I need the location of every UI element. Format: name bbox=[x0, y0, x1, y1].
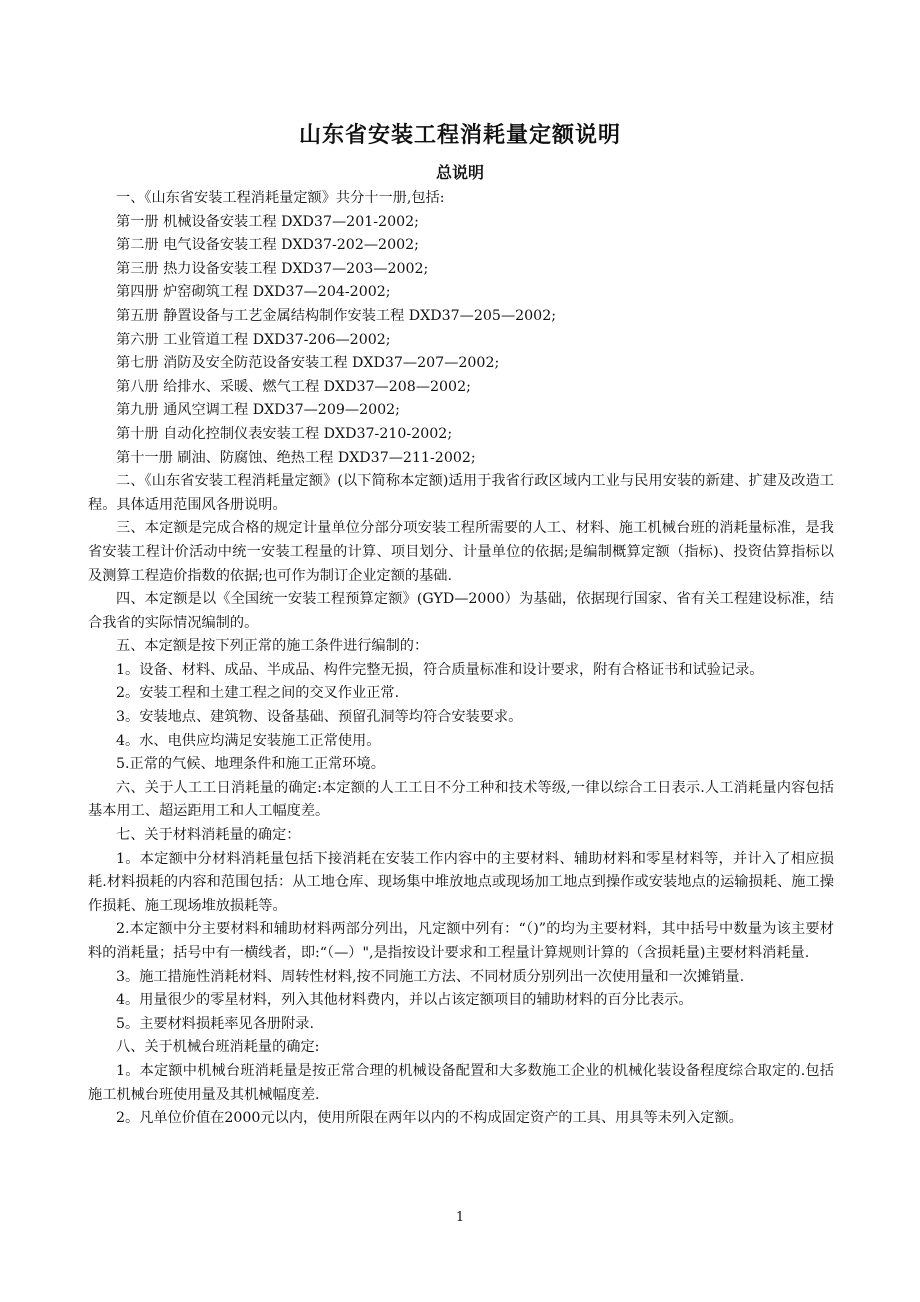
page-number: 1 bbox=[455, 1210, 465, 1225]
paragraph: 六、关于人工工日消耗量的确定:本定额的人工工日不分工种和技术等级,一律以综合工日表示.人工消耗量内容包括基本用工、超运距用工和人工幅度差。 bbox=[88, 779, 834, 820]
paragraph: 第二册 电气设备安装工程 DXD37-202—2002; bbox=[116, 237, 419, 254]
paragraph: 5.正常的气候、地理条件和施工正常环境。 bbox=[116, 756, 385, 773]
paragraph: 3。安装地点、建筑物、设备基础、预留孔洞等均符合安装要求。 bbox=[116, 709, 523, 726]
paragraph: 第十一册 刷油、防腐蚀、绝热工程 DXD37—211-2002; bbox=[116, 449, 476, 466]
section-heading: 总说明 bbox=[435, 163, 484, 182]
paragraph: 第三册 热力设备安装工程 DXD37—203—2002; bbox=[116, 260, 429, 277]
paragraph: 八、关于机械台班消耗量的确定: bbox=[116, 1039, 320, 1056]
paragraph: 五、本定额是按下列正常的施工条件进行编制的： bbox=[116, 638, 429, 655]
paragraph: 2。凡单位价值在2000元以内，使用所限在两年以内的不构成固定资产的工具、用具等未列入定额。 bbox=[116, 1110, 743, 1127]
paragraph: 3。施工措施性消耗材料、周转性材料,按不同施工方法、不同材质分别列出一次使用量和一次摊销量. bbox=[116, 968, 745, 985]
paragraph: 第五册 静置设备与工艺金属结构制作安装工程 DXD37—205—2002; bbox=[116, 307, 557, 324]
document-title: 山东省安装工程消耗量定额说明 bbox=[298, 123, 621, 148]
document-body bbox=[88, 187, 834, 1131]
paragraph: 4。用量很少的零星材料，列入其他材料费内，并以占该定额项目的辅助材料的百分比表示。 bbox=[116, 992, 693, 1009]
paragraph: 二、《山东省安装工程消耗量定额》(以下简称本定额)适用于我省行政区域内工业与民用安装的新建、扩建及改造工程。具体适用范围风各册说明。 bbox=[88, 473, 834, 513]
paragraph: 2.本定额中分主要材料和辅助材料两部分列出，凡定额中列有：“（)”的均为主要材料，其中括号中数量为该主要材料的消耗量；括号中有一横线者，即:“（—）",是指按设计要求和工程量计算规则计算的（含损耗量)主要材料消耗量. bbox=[88, 921, 834, 961]
paragraph: 第一册 机械设备安装工程 DXD37—201-2002; bbox=[116, 213, 419, 230]
paragraph: 第四册 炉窑砌筑工程 DXD37—204-2002; bbox=[116, 284, 391, 301]
paragraph: 三、本定额是完成合格的规定计量单位分部分项安装工程所需要的人工、材料、施工机械台班的消耗量标准，是我省安装工程计价活动中统一安装工程量的计算、项目划分、计量单位的依据;是编制概算定额（指标)、投资估算指标以及测算工程造价指数的依据;也可作为制订企业定额的基础. bbox=[88, 520, 834, 584]
paragraph: 七、关于材料消耗量的确定： bbox=[116, 827, 301, 844]
paragraph: 第八册 给排水、采暖、燃气工程 DXD37—208—2002; bbox=[116, 378, 471, 395]
paragraph: 第七册 消防及安全防范设备安装工程 DXD37—207—2002; bbox=[116, 355, 500, 372]
paragraph: 一、《山东省安装工程消耗量定额》共分十一册,包括: bbox=[116, 190, 445, 206]
paragraph: 5。主要材料损耗率见各册附录. bbox=[116, 1015, 314, 1032]
paragraph: 1。设备、材料、成品、半成品、构件完整无损，符合质量标准和设计要求，附有合格证书和试验记录。 bbox=[116, 661, 764, 678]
paragraph: 4。水、电供应均满足安装施工正常使用。 bbox=[116, 732, 381, 749]
paragraph: 第九册 通风空调工程 DXD37—209—2002; bbox=[116, 402, 400, 419]
paragraph: 1。本定额中分材料消耗量包括下接消耗在安装工作内容中的主要材料、辅助材料和零星材料等，并计入了相应损耗.材料损耗的内容和范围包括：从工地仓库、现场集中堆放地点或现场加工地点到操作或安装地点的运输损耗、施工操作损耗、施工现场堆放损耗等。 bbox=[88, 850, 834, 914]
paragraph: 第六册 工业管道工程 DXD37-206—2002; bbox=[116, 331, 391, 348]
paragraph: 四、本定额是以《全国统一安装工程预算定额》(GYD—2000）为基础，依据现行国家、省有关工程建设标准，结合我省的实际情况编制的。 bbox=[88, 591, 834, 631]
paragraph: 1。本定额中机械台班消耗量是按正常合理的机械设备配置和大多数施工企业的机械化装设备程度综合取定的.包括施工机械台班使用量及其机械幅度差. bbox=[88, 1062, 834, 1103]
paragraph: 2。安装工程和土建工程之间的交叉作业正常. bbox=[116, 685, 400, 702]
paragraph: 第十册 自动化控制仪表安装工程 DXD37-210-2002; bbox=[116, 425, 453, 442]
